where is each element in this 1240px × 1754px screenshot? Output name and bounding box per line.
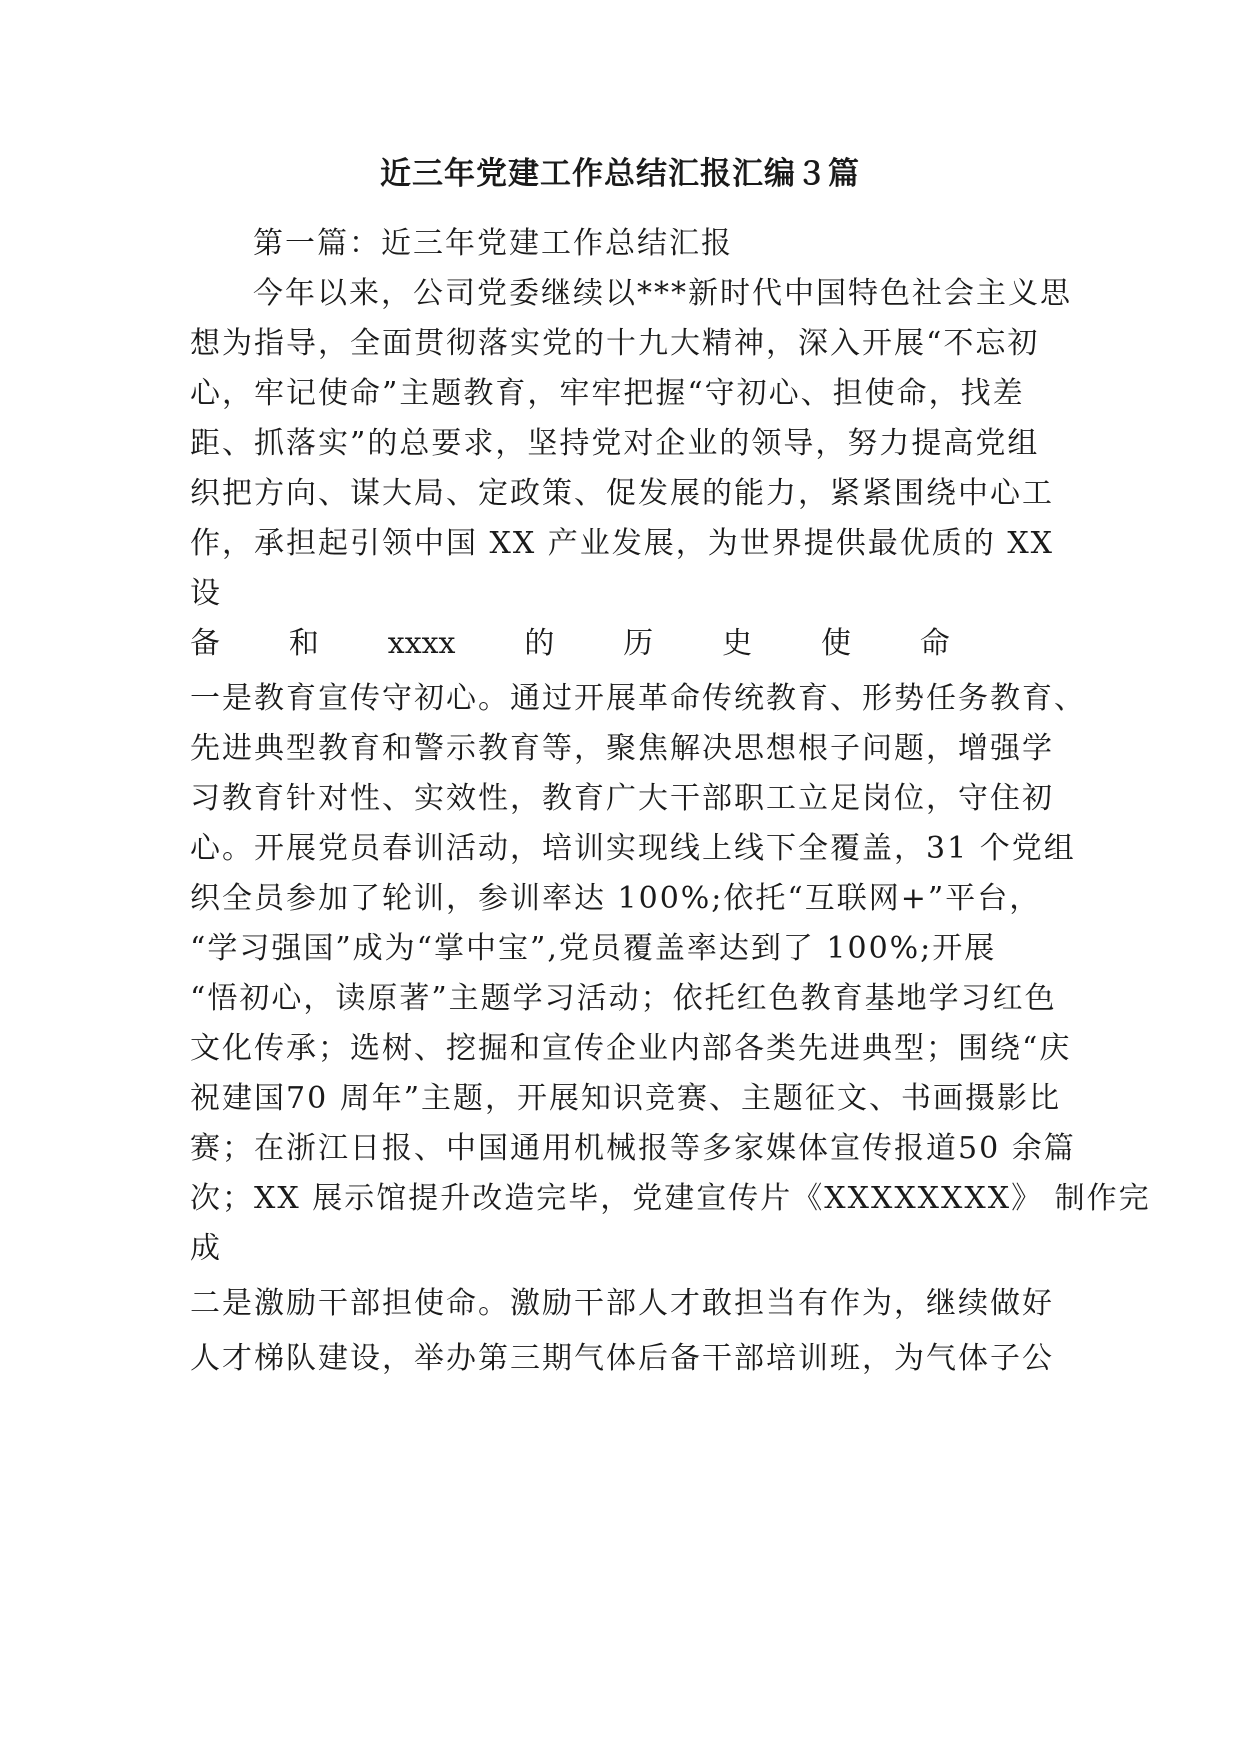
paragraph-line: 一是教育宣传守初心。通过开展革命传统教育、形势任务教育、 <box>190 681 1086 716</box>
paragraph-line: 心。开展党员春训活动，培训实现线上线下全覆盖，31 个党组 <box>190 831 1076 866</box>
spread-char: 备 <box>190 626 220 661</box>
paragraph-line: 先进典型教育和警示教育等，聚焦解决思想根子问题，增强学 <box>190 731 1054 766</box>
paragraph-line: 距、抓落实”的总要求，坚持党对企业的领导，努力提高党组 <box>190 426 1040 461</box>
paragraph-line: 作，承担起引领中国 XX 产业发展，为世界提供最优质的 XX <box>190 526 1055 561</box>
paragraph-line: “悟初心，读原著”主题学习活动；依托红色教育基地学习红色 <box>190 981 1057 1016</box>
spread-char: 命 <box>919 626 950 661</box>
spread-char: 和 <box>288 626 319 661</box>
spread-char: 使 <box>821 626 852 661</box>
paragraph-line: 织把方向、谋大局、定政策、促发展的能力，紧紧围绕中心工 <box>190 476 1054 511</box>
paragraph-line: 心，牢记使命”主题教育，牢牢把握“守初心、担使命，找差 <box>190 376 1025 411</box>
document-title: 近三年党建工作总结汇报汇编３篇 <box>380 156 860 192</box>
paragraph-line: 二是激励干部担使命。激励干部人才敢担当有作为，继续做好 <box>190 1286 1054 1321</box>
spread-char: 史 <box>722 626 753 661</box>
paragraph-line: 祝建国70 周年”主题，开展知识竞赛、主题征文、书画摄影比 <box>190 1081 1062 1116</box>
paragraph-line: 赛；在浙江日报、中国通用机械报等多家媒体宣传报道50 余篇 <box>190 1131 1076 1166</box>
paragraph-line: 织全员参加了轮训，参训率达 100%;依托“互联网+”平台， <box>190 881 1042 916</box>
section-subtitle: 第一篇：近三年党建工作总结汇报 <box>253 226 733 261</box>
paragraph-line: 今年以来，公司党委继续以***新时代中国特色社会主义思 <box>253 276 1072 311</box>
paragraph-line: 文化传承；选树、挖掘和宣传企业内部各类先进典型；围绕“庆 <box>190 1031 1072 1066</box>
paragraph-line: 次；XX 展示馆提升改造完毕，党建宣传片《XXXXXXXX》 制作完 <box>190 1181 1151 1216</box>
spread-char: 的 <box>524 626 555 661</box>
paragraph-line: “学习强国”成为“掌中宝”,党员覆盖率达到了 100%;开展 <box>190 931 997 966</box>
spread-char: xxxx <box>387 626 456 661</box>
paragraph-line: 设 <box>190 576 222 611</box>
paragraph-line: 人才梯队建设，举办第三期气体后备干部培训班，为气体子公 <box>190 1341 1054 1376</box>
paragraph-line: 习教育针对性、实效性，教育广大干部职工立足岗位，守住初 <box>190 781 1054 816</box>
paragraph-line: 想为指导，全面贯彻落实党的十九大精神，深入开展“不忘初 <box>190 326 1040 361</box>
paragraph-line: 成 <box>190 1231 222 1266</box>
spread-line <box>190 622 950 666</box>
spread-char: 历 <box>623 626 654 661</box>
